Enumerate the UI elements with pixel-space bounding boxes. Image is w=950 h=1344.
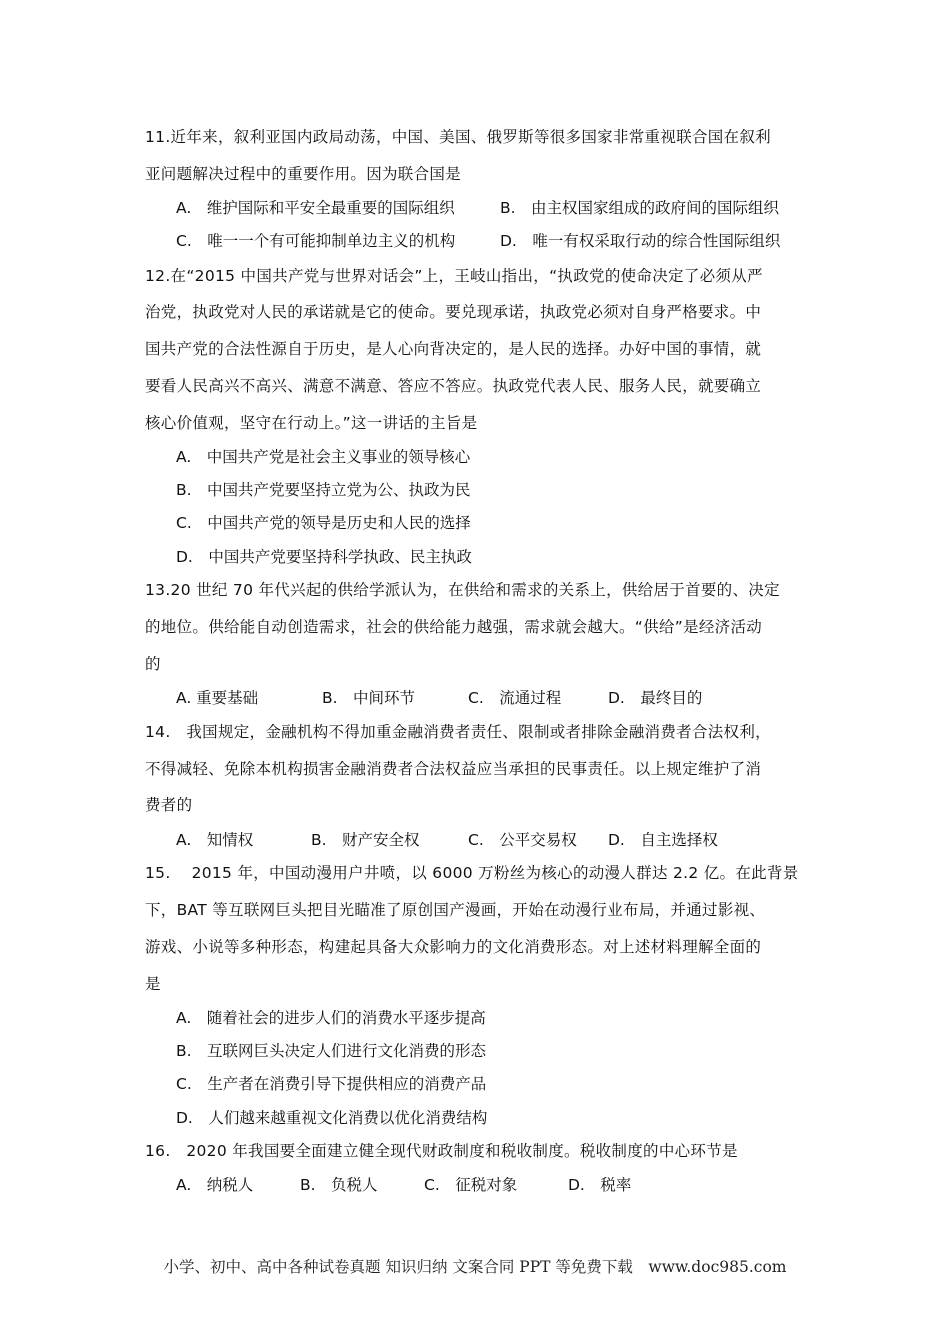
q11-line-1: 11.近年来，叙利亚国内政局动荡，中国、美国、俄罗斯等很多国家非常重视联合国在叙利 xyxy=(145,128,771,146)
q13-option-d: D. 最终目的 xyxy=(608,689,703,707)
q13-option-c: C. 流通过程 xyxy=(468,689,562,707)
q12-option-b: B. 中国共产党要坚持立党为公、执政为民 xyxy=(176,481,471,499)
q14-option-b: B. 财产安全权 xyxy=(311,831,420,849)
q14-option-a: A. 知情权 xyxy=(176,831,254,849)
q15-line-4: 是 xyxy=(145,975,161,993)
q13-line-1: 13.20 世纪 70 年代兴起的供给学派认为，在供给和需求的关系上，供给居于首要的、决定 xyxy=(145,581,780,599)
q16-line-1: 16. 2020 年我国要全面建立健全现代财政制度和税收制度。税收制度的中心环节是 xyxy=(145,1142,738,1160)
q14-option-d: D. 自主选择权 xyxy=(608,831,718,849)
q13-option-b: B. 中间环节 xyxy=(322,689,416,707)
q15-line-1: 15. 2015 年，中国动漫用户井喷，以 6000 万粉丝为核心的动漫人群达 2.2 亿。在此背景 xyxy=(145,864,799,882)
q11-option-b: B. 由主权国家组成的政府间的国际组织 xyxy=(500,199,780,217)
q16-option-c: C. 征税对象 xyxy=(424,1176,518,1194)
q15-option-a: A. 随着社会的进步人们的消费水平逐步提高 xyxy=(176,1009,486,1027)
q11-option-c: C. 唯一一个有可能抑制单边主义的机构 xyxy=(176,232,456,250)
q13-line-2: 的地位。供给能自动创造需求，社会的供给能力越强，需求就会越大。“供给”是经济活动 xyxy=(145,618,763,636)
q14-option-c: C. 公平交易权 xyxy=(468,831,577,849)
q11-line-2: 亚问题解决过程中的重要作用。因为联合国是 xyxy=(145,165,462,183)
q12-line-2: 治党，执政党对人民的承诺就是它的使命。要兑现承诺，执政党必须对自身严格要求。中 xyxy=(145,303,762,321)
q12-line-3: 国共产党的合法性源自于历史，是人心向背决定的，是人民的选择。办好中国的事情，就 xyxy=(145,340,762,358)
q16-option-b: B. 负税人 xyxy=(300,1176,378,1194)
q14-line-2: 不得减轻、免除本机构损害金融消费者合法权益应当承担的民事责任。以上规定维护了消 xyxy=(145,760,762,778)
q15-line-3: 游戏、小说等多种形态，构建起具备大众影响力的文化消费形态。对上述材料理解全面的 xyxy=(145,938,762,956)
q11-option-a: A. 维护国际和平安全最重要的国际组织 xyxy=(176,199,455,217)
q15-line-2: 下，BAT 等互联网巨头把目光瞄准了原创国产漫画，开始在动漫行业布局，并通过影视、 xyxy=(145,901,766,919)
q15-option-d: D. 人们越来越重视文化消费以优化消费结构 xyxy=(176,1109,488,1127)
q14-line-3: 费者的 xyxy=(145,796,193,814)
q12-line-5: 核心价值观，坚守在行动上。”这一讲话的主旨是 xyxy=(145,414,478,432)
q11-option-d: D. 唯一有权采取行动的综合性国际组织 xyxy=(500,232,781,250)
q12-line-4: 要看人民高兴不高兴、满意不满意、答应不答应。执政党代表人民、服务人民，就要确立 xyxy=(145,377,762,395)
q15-option-c: C. 生产者在消费引导下提供相应的消费产品 xyxy=(176,1075,487,1093)
q12-line-1: 12.在“2015 中国共产党与世界对话会”上，王岐山指出，“执政党的使命决定了必须从严 xyxy=(145,267,763,285)
q12-option-d: D. 中国共产党要坚持科学执政、民主执政 xyxy=(176,548,472,566)
q13-line-3: 的 xyxy=(145,655,161,673)
q16-option-a: A. 纳税人 xyxy=(176,1176,254,1194)
page-footer: 小学、初中、高中各种试卷真题 知识归纳 文案合同 PPT 等免费下载 www.doc985.com xyxy=(163,1258,787,1276)
q12-option-a: A. 中国共产党是社会主义事业的领导核心 xyxy=(176,448,471,466)
q14-line-1: 14. 我国规定，金融机构不得加重金融消费者责任、限制或者排除金融消费者合法权利， xyxy=(145,723,771,741)
q12-option-c: C. 中国共产党的领导是历史和人民的选择 xyxy=(176,514,471,532)
q13-option-a: A. 重要基础 xyxy=(176,689,259,707)
q16-option-d: D. 税率 xyxy=(568,1176,632,1194)
q15-option-b: B. 互联网巨头决定人们进行文化消费的形态 xyxy=(176,1042,487,1060)
